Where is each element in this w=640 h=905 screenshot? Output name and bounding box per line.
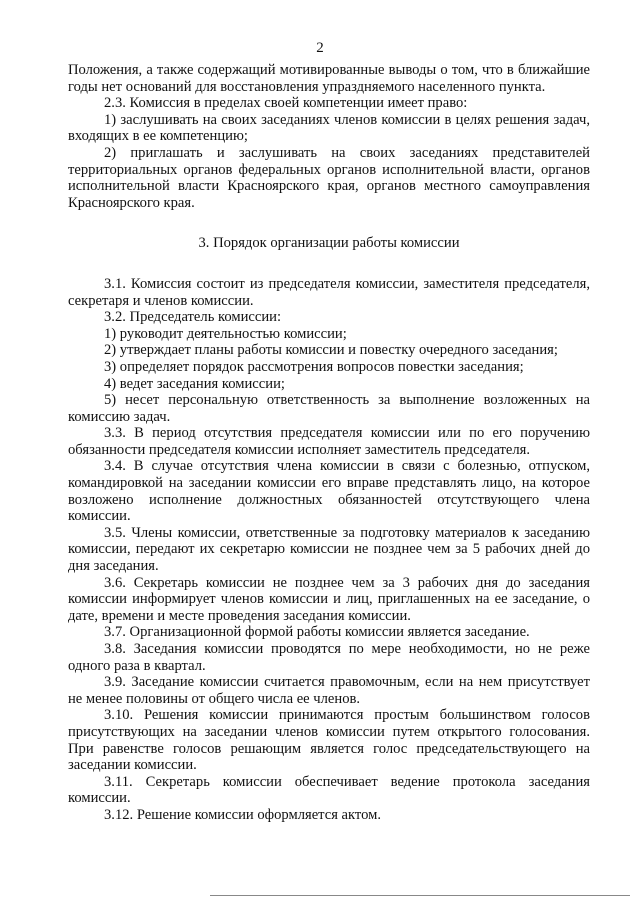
list-item: 2) утверждает планы работы комиссии и повестку очередного заседания; bbox=[104, 342, 558, 359]
paragraph: 3.11. Секретарь комиссии обеспечивает ведение протокола заседания комиссии. bbox=[68, 773, 590, 807]
paragraph: 3.10. Решения комиссии принимаются простым большинством голосов присутствующих на заседании членов комиссии путем открытого голосования. При равенстве голосов решающим является голос председательствующего на заседании комиссии. bbox=[68, 707, 590, 774]
paragraph: 3.4. В случае отсутствия члена комиссии в связи с болезнью, отпуском, командировкой на заседании комиссии его вправе представлять лицо, на которое возложено исполнение должностных обязанностей отсутствующего члена комиссии. bbox=[68, 458, 590, 525]
list-item: 1) руководит деятельностью комиссии; bbox=[104, 325, 347, 342]
list-item: 4) ведет заседания комиссии; bbox=[104, 375, 285, 392]
paragraph: 3.9. Заседание комиссии считается правомочным, если на нем присутствует не менее половины от общего числа ее членов. bbox=[68, 674, 590, 707]
document-body bbox=[68, 62, 590, 824]
paragraph: 2) приглашать и заслушивать на своих заседаниях представителей территориальных органов федеральных органов исполнительной власти, органов исполнительной власти Красноярского края, органов местного самоуправления Красноярского края. bbox=[68, 144, 590, 211]
paragraph: 1) заслушивать на своих заседаниях членов комиссии в целях решения задач, входящих в ее компетенцию; bbox=[68, 111, 590, 145]
paragraph: 2.3. Комиссия в пределах своей компетенции имеет право: bbox=[104, 95, 468, 112]
list-item: 3) определяет порядок рассмотрения вопросов повестки заседания; bbox=[104, 358, 524, 375]
paragraph: 3.1. Комиссия состоит из председателя комиссии, заместителя председателя, секретаря и членов комиссии. bbox=[68, 275, 590, 309]
paragraph: 3.8. Заседания комиссии проводятся по мере необходимости, но не реже одного раза в квартал. bbox=[68, 641, 590, 674]
paragraph: Положения, а также содержащий мотивированные выводы о том, что в ближайшие годы нет оснований для восстановления упраздняемого населенного пункта. bbox=[68, 62, 590, 95]
page-number: 2 bbox=[316, 40, 324, 56]
list-item: 5) несет персональную ответственность за выполнение возложенных на комиссию задач. bbox=[68, 392, 590, 425]
paragraph: 3.6. Секретарь комиссии не позднее чем за 3 рабочих дня до заседания комиссии информирует членов комиссии и лиц, приглашенных на ее заседание, о дате, времени и месте проведения заседания комиссии. bbox=[68, 574, 590, 624]
page-bottom-rule bbox=[210, 895, 630, 896]
paragraph: 3.5. Члены комиссии, ответственные за подготовку материалов к заседанию комиссии, передают их секретарю комиссии не позднее чем за 5 рабочих дней до дня заседания. bbox=[68, 524, 590, 575]
paragraph: 3.2. Председатель комиссии: bbox=[104, 309, 282, 326]
section-heading: 3. Порядок организации работы комиссии bbox=[198, 235, 460, 252]
paragraph: 3.7. Организационной формой работы комиссии является заседание. bbox=[104, 624, 530, 641]
paragraph: 3.3. В период отсутствия председателя комиссии или по его поручению обязанности председателя комиссии исполняет заместитель председателя. bbox=[68, 425, 590, 458]
paragraph: 3.12. Решение комиссии оформляется актом. bbox=[104, 806, 382, 823]
